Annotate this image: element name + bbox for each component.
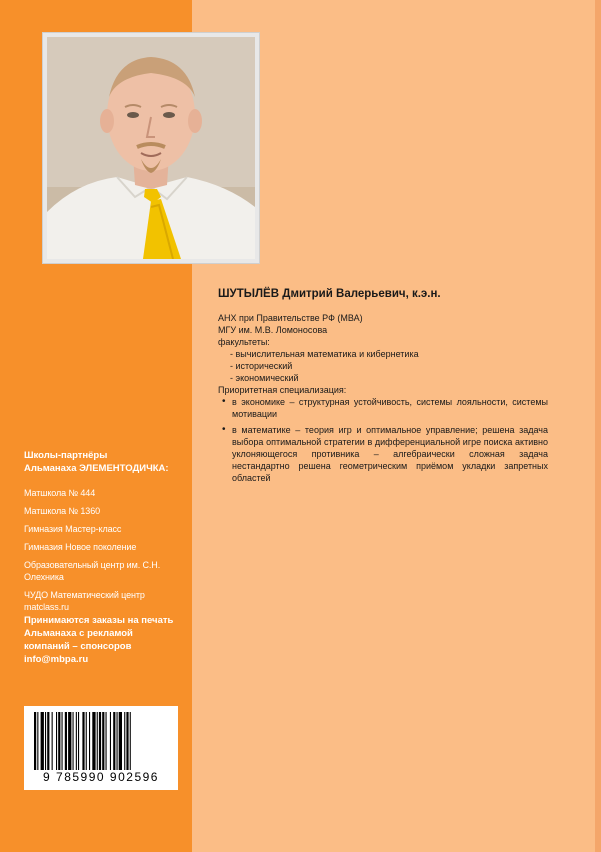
barcode-bar [117,712,118,770]
barcode-bar [89,712,90,770]
barcode-bar [110,712,111,770]
barcode-bar [73,712,74,770]
barcode-bar [113,712,115,770]
specialization-item: • в экономике – структурная устойчивость, системы лояльности, системы мотивации [218,396,548,420]
barcode-bar [126,712,128,770]
specialization-label: Приоритетная специализация: [218,385,347,395]
barcode-bar [106,712,107,770]
partners-heading-line1: Школы-партнёры [24,450,108,461]
barcode-bar [124,712,125,770]
portrait-photo-frame [42,32,260,264]
orders-line: компаний – спонсоров [24,641,132,652]
barcode-bar [62,712,63,770]
person-name: ШУТЫЛЁВ Дмитрий Валерьевич, к.э.н. [218,288,441,300]
partner-item: Образовательный центр им. С.Н. Олехника [24,560,161,582]
orders-line: Принимаются заказы на печать [24,615,174,626]
barcode-bar [56,712,57,770]
barcode-bar [37,712,38,770]
barcode-bar [92,712,95,770]
isbn-number: 9 785990 902596 [43,770,159,784]
partner-item: Гимназия Новое поколение [24,542,137,552]
barcode-bar [68,712,71,770]
faculty-item: - исторический [230,361,293,371]
portrait-illustration [47,37,255,259]
barcode-bar [97,712,98,770]
orders-email: info@mbpa.ru [24,654,89,665]
barcode-bar [41,712,44,770]
portrait-photo [47,37,255,259]
barcode [24,706,178,790]
barcode-bar [58,712,60,770]
faculty-item: - экономический [230,373,299,383]
barcode-bar [78,712,79,770]
barcode-bar [76,712,77,770]
barcode-bar [130,712,131,770]
partners-heading-line2: Альманаха ЭЛЕМЕНТОДИЧКА: [24,463,169,474]
partner-item: Матшкола № 1360 [24,506,101,516]
barcode-bar [119,712,122,770]
barcode-bar [34,712,36,770]
barcode-bar [47,712,49,770]
right-edge-strip [595,0,601,852]
barcode-bar [65,712,67,770]
bio-section [218,288,548,484]
barcode-bars [32,712,170,770]
orders-notice [24,614,188,666]
barcode-bar [102,712,104,770]
barcode-bar [45,712,46,770]
partner-item: Матшкола № 444 [24,488,96,498]
barcode-bar [99,712,101,770]
partner-schools [24,449,184,619]
barcode-bar [52,712,53,770]
partner-item: ЧУДО Математический центр matclass.ru [24,590,145,612]
affiliation: МГУ им. М.В. Ломоносова [218,325,328,335]
faculties-label: факультеты: [218,337,270,347]
orders-line: Альманаха с рекламой [24,628,133,639]
partners-list [24,487,184,613]
affiliation: АНХ при Правительстве РФ (МВА) [218,313,363,323]
barcode-bar [86,712,87,770]
partner-item: Гимназия Мастер-класс [24,524,122,534]
specialization-item: • в математике – теория игр и оптимальное управление; решена задача выбора оптимальной стратегии в дифференциальной игре поиска активно уклоняющегося противника – алгебраически сложная задача нестандартно решена геометрическим приёмом укладки запретных областей [218,424,548,484]
faculty-item: - вычислительная математика и кибернетика [230,349,419,359]
barcode-bar [82,712,84,770]
